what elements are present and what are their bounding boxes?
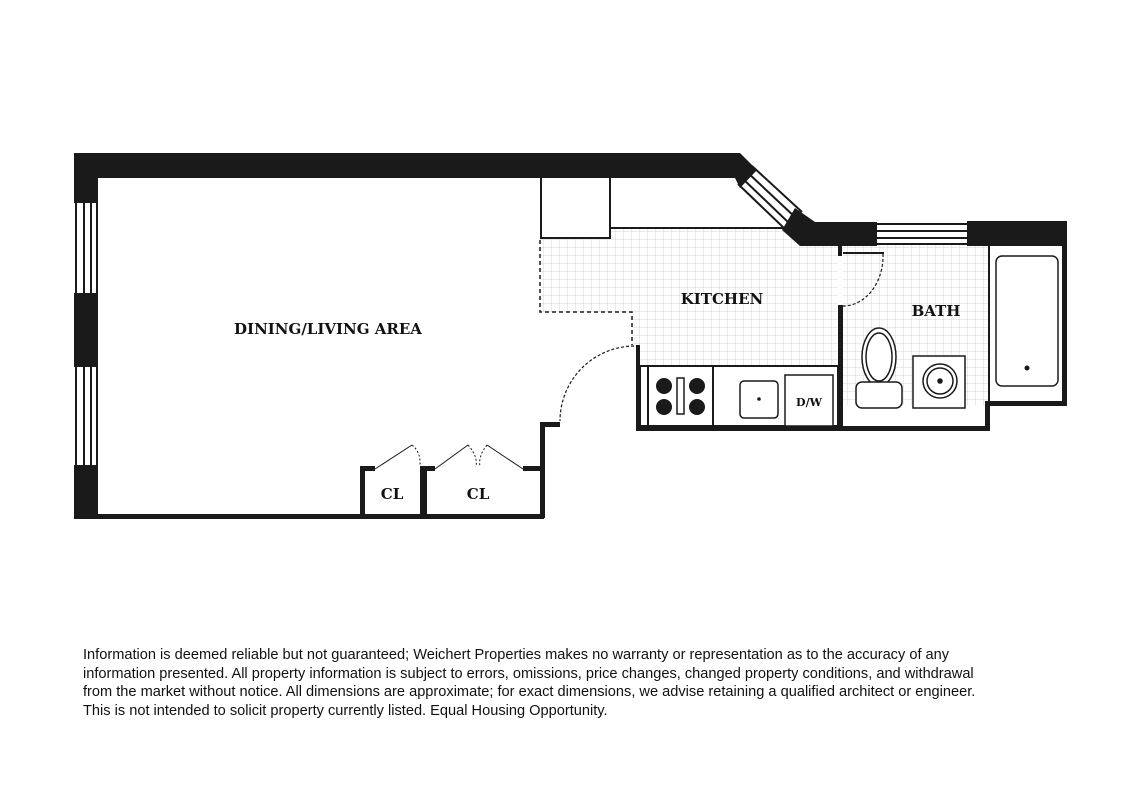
closet-doors (375, 445, 523, 469)
dishwasher (785, 375, 833, 426)
room-label-kitchen: KITCHEN (680, 290, 764, 308)
entry-door (560, 346, 634, 421)
room-label-living: DINING/LIVING AREA (234, 320, 422, 338)
room-label-closet-1: CL (380, 485, 404, 503)
kitchen-cabinet (541, 178, 785, 238)
bath-sink-icon (913, 356, 965, 408)
disclaimer-text: Information is deemed reliable but not guaranteed; Weichert Properties makes no warranty or representation as to the accuracy of any information presented. All property information is subject to errors, omissions, price changes, changed property conditions, and withdrawal from the market without notice. All dimensions are approximate; for exact dimensions, we advise retaining a qualified architect or engineer. This is not intended to solicit property currently listed. Equal Housing Opportunity. (83, 647, 976, 719)
room-label-bath: BATH (911, 302, 961, 320)
window-left-top (76, 203, 97, 293)
kitchen-sink-icon (740, 381, 778, 418)
window-left-bottom (76, 367, 97, 465)
dishwasher-label: D/W (796, 396, 822, 409)
bathtub-icon (989, 246, 1058, 401)
window-bath (877, 224, 967, 244)
room-label-closet-2: CL (466, 485, 490, 503)
